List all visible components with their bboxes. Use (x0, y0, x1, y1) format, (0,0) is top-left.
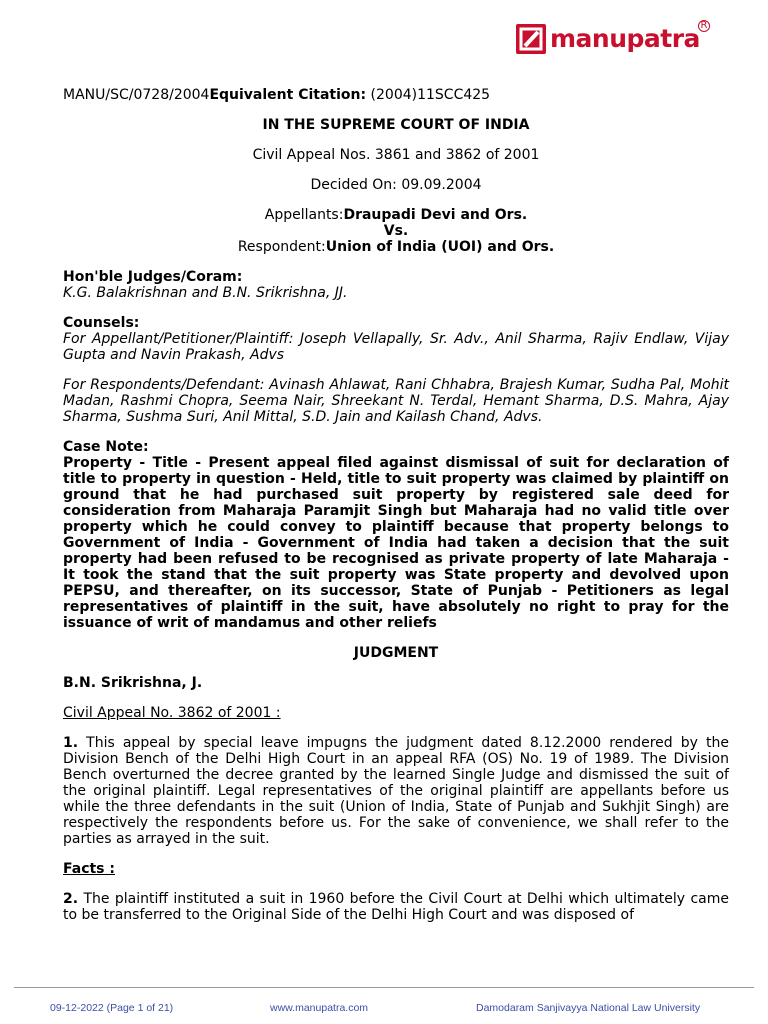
facts-heading: Facts : (63, 861, 115, 877)
counsels-heading: Counsels: (63, 315, 140, 331)
paragraph-1 (63, 735, 729, 847)
appellants-label: Appellants: (264, 207, 344, 223)
paragraph-2-text: The plaintiff instituted a suit in 1960 before the Civil Court at Delhi which ultimately came to be transferred to the Original Side of the Delhi High Court and was disposed of (63, 891, 729, 923)
registered-mark-icon: R (698, 20, 710, 32)
footer-divider (14, 987, 754, 988)
manupatra-logo-mark-icon (516, 24, 546, 54)
appeal-subheading: Civil Appeal No. 3862 of 2001 : (63, 705, 281, 721)
logo-text: manupatra (550, 24, 700, 53)
equivalent-citation-value: (2004)11SCC425 (366, 87, 491, 103)
paragraph-2-number: 2. (63, 891, 79, 907)
paragraph-1-text: This appeal by special leave impugns the judgment dated 8.12.2000 rendered by the Division Bench of the Delhi High Court in an appeal RFA (OS) No. 19 of 1989. The Division Bench overturned the decree granted by the learned Single Judge and dismissed the suit of the original plaintiff. Legal representatives of the original plaintiff are appellants before us while the three defendants in the suit (Union of India, State of Punjab and Sukhjit Singh) are respectively the respondents before us. For the sake of convenience, we shall refer to the parties as arrayed in the suit. (63, 735, 729, 847)
respondent-line (63, 239, 729, 255)
decided-on: Decided On: 09.09.2004 (310, 177, 482, 193)
footer-page-info: 09-12-2022 (Page 1 of 21) (50, 1002, 174, 1014)
footer-website-link[interactable]: www.manupatra.com (270, 1002, 369, 1014)
paragraph-1-number: 1. (63, 735, 79, 751)
equivalent-citation-label: Equivalent Citation: (209, 87, 367, 103)
appellants-line (63, 207, 729, 223)
manupatra-logo (516, 20, 708, 56)
appellants-value: Draupadi Devi and Ors. (343, 207, 528, 223)
respondent-value: Union of India (UOI) and Ors. (325, 239, 555, 255)
judges-heading: Hon'ble Judges/Coram: (63, 269, 243, 285)
document-body (63, 87, 729, 923)
judgment-heading: JUDGMENT (353, 645, 439, 661)
footer-institution: Damodaram Sanjivayya National Law University (476, 1002, 701, 1014)
case-note-text: Property - Title - Present appeal filed against dismissal of suit for declaration of title to property in question - Held, title to suit property was claimed by plaintiff on ground that he had purchased suit property by registered sale deed for consideration from Maharaja Paramjit Singh but Maharaja had no valid title over property which he could convey to plaintiff because that property belongs to Government of India - Government of India had taken a decision that the suit property had been refused to be recognised as private property of late Maharaja - It took the stand that the suit property was State property and devolved upon PEPSU, and thereafter, on its successor, State of Punjab - Petitioners as legal representatives of plaintiff in the suit, have absolutely no right to pray for the issuance of writ of mandamus and other reliefs (63, 455, 729, 631)
case-note-heading: Case Note: (63, 439, 149, 455)
citation-line (63, 87, 729, 103)
respondent-label: Respondent: (237, 239, 326, 255)
counsel-appellant: For Appellant/Petitioner/Plaintiff: Joseph Vellapally, Sr. Adv., Anil Sharma, Rajiv Endlaw, Vijay Gupta and Navin Prakash, Advs (63, 331, 729, 363)
versus: Vs. (383, 223, 409, 239)
judges-names: K.G. Balakrishnan and B.N. Srikrishna, JJ. (63, 285, 348, 301)
appeal-numbers: Civil Appeal Nos. 3861 and 3862 of 2001 (252, 147, 540, 163)
manu-citation: MANU/SC/0728/2004 (63, 87, 210, 103)
paragraph-2 (63, 891, 729, 923)
judge-name: B.N. Srikrishna, J. (63, 675, 203, 691)
counsel-respondent: For Respondents/Defendant: Avinash Ahlawat, Rani Chhabra, Brajesh Kumar, Sudha Pal, Mohit Madan, Rashmi Chopra, Seema Nair, Shreekant N. Terdal, Hemant Sharma, D.S. Mahra, Ajay Sharma, Sushma Suri, Anil Mittal, S.D. Jain and Kailash Chand, Advs. (63, 377, 729, 425)
court-name: IN THE SUPREME COURT OF INDIA (262, 117, 530, 133)
